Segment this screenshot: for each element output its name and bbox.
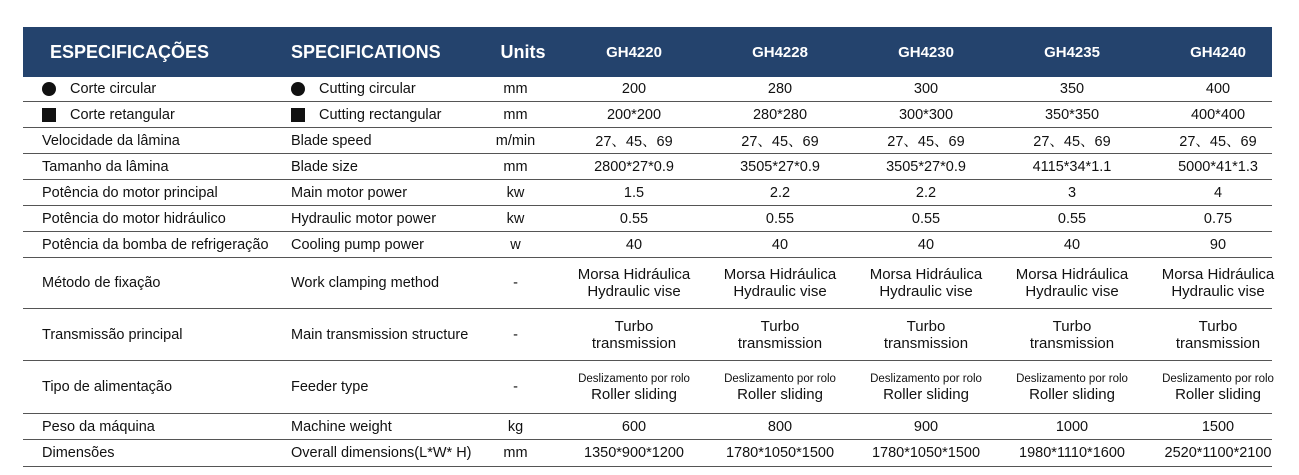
- model-value: 0.75: [1203, 210, 1233, 227]
- row-unit: -: [513, 275, 518, 291]
- model-value: 1500: [1201, 418, 1235, 435]
- row-label-en-text: Overall dimensions(L*W* H): [291, 445, 472, 461]
- row-label-en-text: Cooling pump power: [291, 236, 424, 253]
- row-label-pt-text: Transmissão principal: [42, 326, 183, 343]
- model-value: 27、45、69: [595, 134, 673, 150]
- model-value: 1780*1050*1500: [871, 445, 981, 461]
- row-label-pt-text: Corte circular: [70, 81, 157, 97]
- model-value-line: Roller sliding: [1029, 385, 1115, 403]
- model-value-line: Morsa Hidráulica: [723, 266, 837, 283]
- row-unit: mm: [503, 445, 528, 461]
- row-label-pt: [42, 232, 269, 257]
- row-label-pt: [42, 309, 182, 360]
- model-value: 600: [621, 418, 647, 435]
- row-label-en: [291, 309, 468, 360]
- model-value: 200*200: [606, 106, 662, 123]
- row-label-en-text: Blade speed: [291, 132, 372, 149]
- model-value: 280: [767, 81, 793, 97]
- model-value: 0.55: [765, 210, 795, 227]
- model-value: [853, 258, 999, 308]
- row-label-pt-text: Velocidade da lâmina: [42, 132, 180, 149]
- model-value-line: transmission: [737, 334, 823, 352]
- model-value: 800: [767, 418, 793, 435]
- row-label-pt-text: Potência do motor hidráulico: [42, 210, 226, 227]
- table-row: [23, 154, 1272, 180]
- row-label-pt-text: Tipo de alimentação: [42, 379, 173, 395]
- model-value: 1000: [1055, 418, 1089, 435]
- circle-icon: [42, 82, 56, 96]
- model-value: 2.2: [769, 184, 791, 201]
- header-units: Units: [500, 41, 546, 62]
- square-icon: [291, 108, 305, 122]
- table-row: [23, 102, 1272, 128]
- row-label-pt: [42, 206, 226, 231]
- model-value: 27、45、69: [741, 134, 819, 150]
- square-icon: [42, 108, 56, 122]
- row-label-en: [291, 102, 442, 127]
- table-row: [23, 440, 1272, 467]
- row-label-en: [291, 128, 372, 153]
- model-value: [1145, 361, 1291, 413]
- row-label-en-text: Blade size: [291, 158, 358, 175]
- model-value-line: transmission: [1029, 334, 1115, 352]
- spec-table: [23, 27, 1275, 467]
- model-value-line: Roller sliding: [737, 385, 823, 403]
- header-model-5: GH4240: [1190, 43, 1246, 61]
- row-label-pt: [42, 154, 169, 179]
- model-value: [561, 258, 707, 308]
- model-value: 400: [1205, 81, 1231, 97]
- model-value: 280*280: [752, 106, 808, 123]
- row-label-pt-text: Corte retangular: [70, 106, 175, 123]
- table-row: [23, 232, 1272, 258]
- table-header: [23, 27, 1272, 77]
- model-value-line: transmission: [591, 334, 677, 352]
- model-value-line: transmission: [1175, 334, 1261, 352]
- row-label-pt: [42, 361, 172, 413]
- table-row: [23, 77, 1272, 102]
- model-value: [853, 309, 999, 360]
- header-model-4: GH4235: [1044, 43, 1100, 61]
- row-unit: kg: [507, 418, 524, 435]
- row-label-en-text: Feeder type: [291, 379, 369, 395]
- model-value: 300*300: [898, 106, 954, 123]
- model-value: 3505*27*0.9: [740, 158, 820, 175]
- model-value: 350*350: [1044, 106, 1100, 123]
- row-unit: -: [513, 326, 518, 343]
- table-row: [23, 180, 1272, 206]
- model-value: 4: [1213, 184, 1223, 201]
- row-label-en: [291, 414, 392, 439]
- row-label-pt-text: Método de fixação: [42, 275, 161, 291]
- model-value: [707, 309, 853, 360]
- model-value: [1145, 258, 1291, 308]
- model-value-line: Deslizamento por rolo: [724, 372, 836, 385]
- model-value-line: Turbo: [1198, 317, 1238, 335]
- table-row: [23, 361, 1272, 414]
- row-unit: mm: [503, 158, 528, 175]
- row-label-en-text: Work clamping method: [291, 275, 440, 291]
- model-value: 200: [621, 81, 647, 97]
- model-value: 40: [1063, 236, 1081, 253]
- model-value-line: Hydraulic vise: [1025, 283, 1119, 300]
- model-value-line: Hydraulic vise: [733, 283, 827, 300]
- table-row: [23, 206, 1272, 232]
- model-value-line: Morsa Hidráulica: [1161, 266, 1275, 283]
- model-value: 27、45、69: [887, 134, 965, 150]
- row-unit: kw: [506, 184, 525, 201]
- model-value: 2800*27*0.9: [594, 158, 674, 175]
- row-label-en: [291, 440, 472, 466]
- model-value: 40: [917, 236, 935, 253]
- row-label-pt-text: Potência da bomba de refrigeração: [42, 236, 269, 253]
- model-value: 27、45、69: [1179, 134, 1257, 150]
- model-value: [999, 258, 1145, 308]
- row-label-pt: [42, 258, 161, 308]
- model-value: 1350*900*1200: [584, 445, 684, 461]
- model-value: [707, 258, 853, 308]
- model-value: 300: [913, 81, 939, 97]
- model-value-line: Roller sliding: [883, 385, 969, 403]
- model-value: 40: [625, 236, 643, 253]
- row-label-en-text: Main motor power: [291, 184, 408, 201]
- row-label-en: [291, 232, 424, 257]
- row-label-en-text: Cutting rectangular: [319, 106, 442, 123]
- model-value: [561, 309, 707, 360]
- row-label-pt-text: Peso da máquina: [42, 418, 155, 435]
- model-value: 0.55: [1057, 210, 1087, 227]
- row-unit: w: [510, 236, 521, 253]
- table-row: [23, 414, 1272, 440]
- model-value-line: Roller sliding: [591, 385, 677, 403]
- model-value-line: Hydraulic vise: [587, 283, 681, 300]
- model-value: 400*400: [1190, 106, 1246, 123]
- row-label-en: [291, 361, 368, 413]
- row-unit: kw: [506, 210, 525, 227]
- model-value: [561, 361, 707, 413]
- model-value: 1780*1050*1500: [725, 445, 835, 461]
- model-value-line: Deslizamento por rolo: [1016, 372, 1128, 385]
- table-row: [23, 258, 1275, 309]
- row-label-pt: [42, 440, 115, 466]
- model-value: [707, 361, 853, 413]
- row-label-en-text: Hydraulic motor power: [291, 210, 437, 227]
- row-label-pt: [42, 102, 175, 127]
- row-unit: mm: [503, 81, 528, 97]
- header-pt: ESPECIFICAÇÕES: [50, 41, 210, 62]
- model-value: 3505*27*0.9: [886, 158, 966, 175]
- model-value: [853, 361, 999, 413]
- row-label-en: [291, 206, 436, 231]
- model-value-line: transmission: [883, 334, 969, 352]
- model-value: 2520*1100*2100: [1164, 445, 1272, 461]
- model-value: 0.55: [619, 210, 649, 227]
- model-value: 2.2: [915, 184, 937, 201]
- model-value: 90: [1209, 236, 1227, 253]
- model-value-line: Turbo: [614, 317, 654, 335]
- circle-icon: [291, 82, 305, 96]
- header-model-1: GH4220: [606, 43, 662, 61]
- model-value: [999, 309, 1145, 360]
- model-value-line: Deslizamento por rolo: [870, 372, 982, 385]
- header-en: SPECIFICATIONS: [291, 41, 441, 62]
- model-value-line: Deslizamento por rolo: [1162, 372, 1274, 385]
- model-value-line: Morsa Hidráulica: [577, 266, 691, 283]
- model-value: 27、45、69: [1033, 134, 1111, 150]
- row-label-pt-text: Tamanho da lâmina: [42, 158, 169, 175]
- model-value-line: Deslizamento por rolo: [578, 372, 690, 385]
- header-model-2: GH4228: [752, 43, 808, 61]
- model-value: 4115*34*1.1: [1032, 158, 1112, 175]
- row-label-en: [291, 258, 439, 308]
- header-model-3: GH4230: [898, 43, 954, 61]
- model-value: 900: [913, 418, 939, 435]
- model-value: 1980*1110*1600: [1019, 445, 1125, 461]
- row-label-pt: [42, 128, 180, 153]
- row-label-en: [291, 180, 407, 205]
- table-row: [23, 128, 1272, 154]
- row-label-pt: [42, 77, 156, 101]
- model-value-line: Hydraulic vise: [1171, 283, 1265, 300]
- row-label-pt-text: Potência do motor principal: [42, 184, 218, 201]
- row-unit: mm: [503, 106, 528, 123]
- model-value: 0.55: [911, 210, 941, 227]
- row-label-pt: [42, 414, 155, 439]
- row-label-en-text: Main transmission structure: [291, 326, 469, 343]
- row-label-pt: [42, 180, 218, 205]
- row-label-en-text: Cutting circular: [319, 81, 416, 97]
- model-value-line: Morsa Hidráulica: [869, 266, 983, 283]
- model-value-line: Turbo: [906, 317, 946, 335]
- table-row: [23, 309, 1272, 361]
- model-value: 40: [771, 236, 789, 253]
- model-value-line: Morsa Hidráulica: [1015, 266, 1129, 283]
- row-unit: -: [513, 379, 518, 395]
- model-value: 350: [1059, 81, 1085, 97]
- model-value-line: Turbo: [1052, 317, 1092, 335]
- model-value: 3: [1067, 184, 1077, 201]
- row-label-en-text: Machine weight: [291, 418, 392, 435]
- table-body: [23, 77, 1275, 467]
- model-value: [999, 361, 1145, 413]
- model-value: 5000*41*1.3: [1178, 158, 1258, 175]
- model-value: 1.5: [623, 184, 645, 201]
- row-label-en: [291, 154, 358, 179]
- model-value: [1145, 309, 1291, 360]
- model-value-line: Hydraulic vise: [879, 283, 973, 300]
- row-label-pt-text: Dimensões: [42, 445, 115, 461]
- row-label-en: [291, 77, 416, 101]
- model-value-line: Roller sliding: [1175, 385, 1261, 403]
- model-value-line: Turbo: [760, 317, 800, 335]
- row-unit: m/min: [495, 132, 536, 149]
